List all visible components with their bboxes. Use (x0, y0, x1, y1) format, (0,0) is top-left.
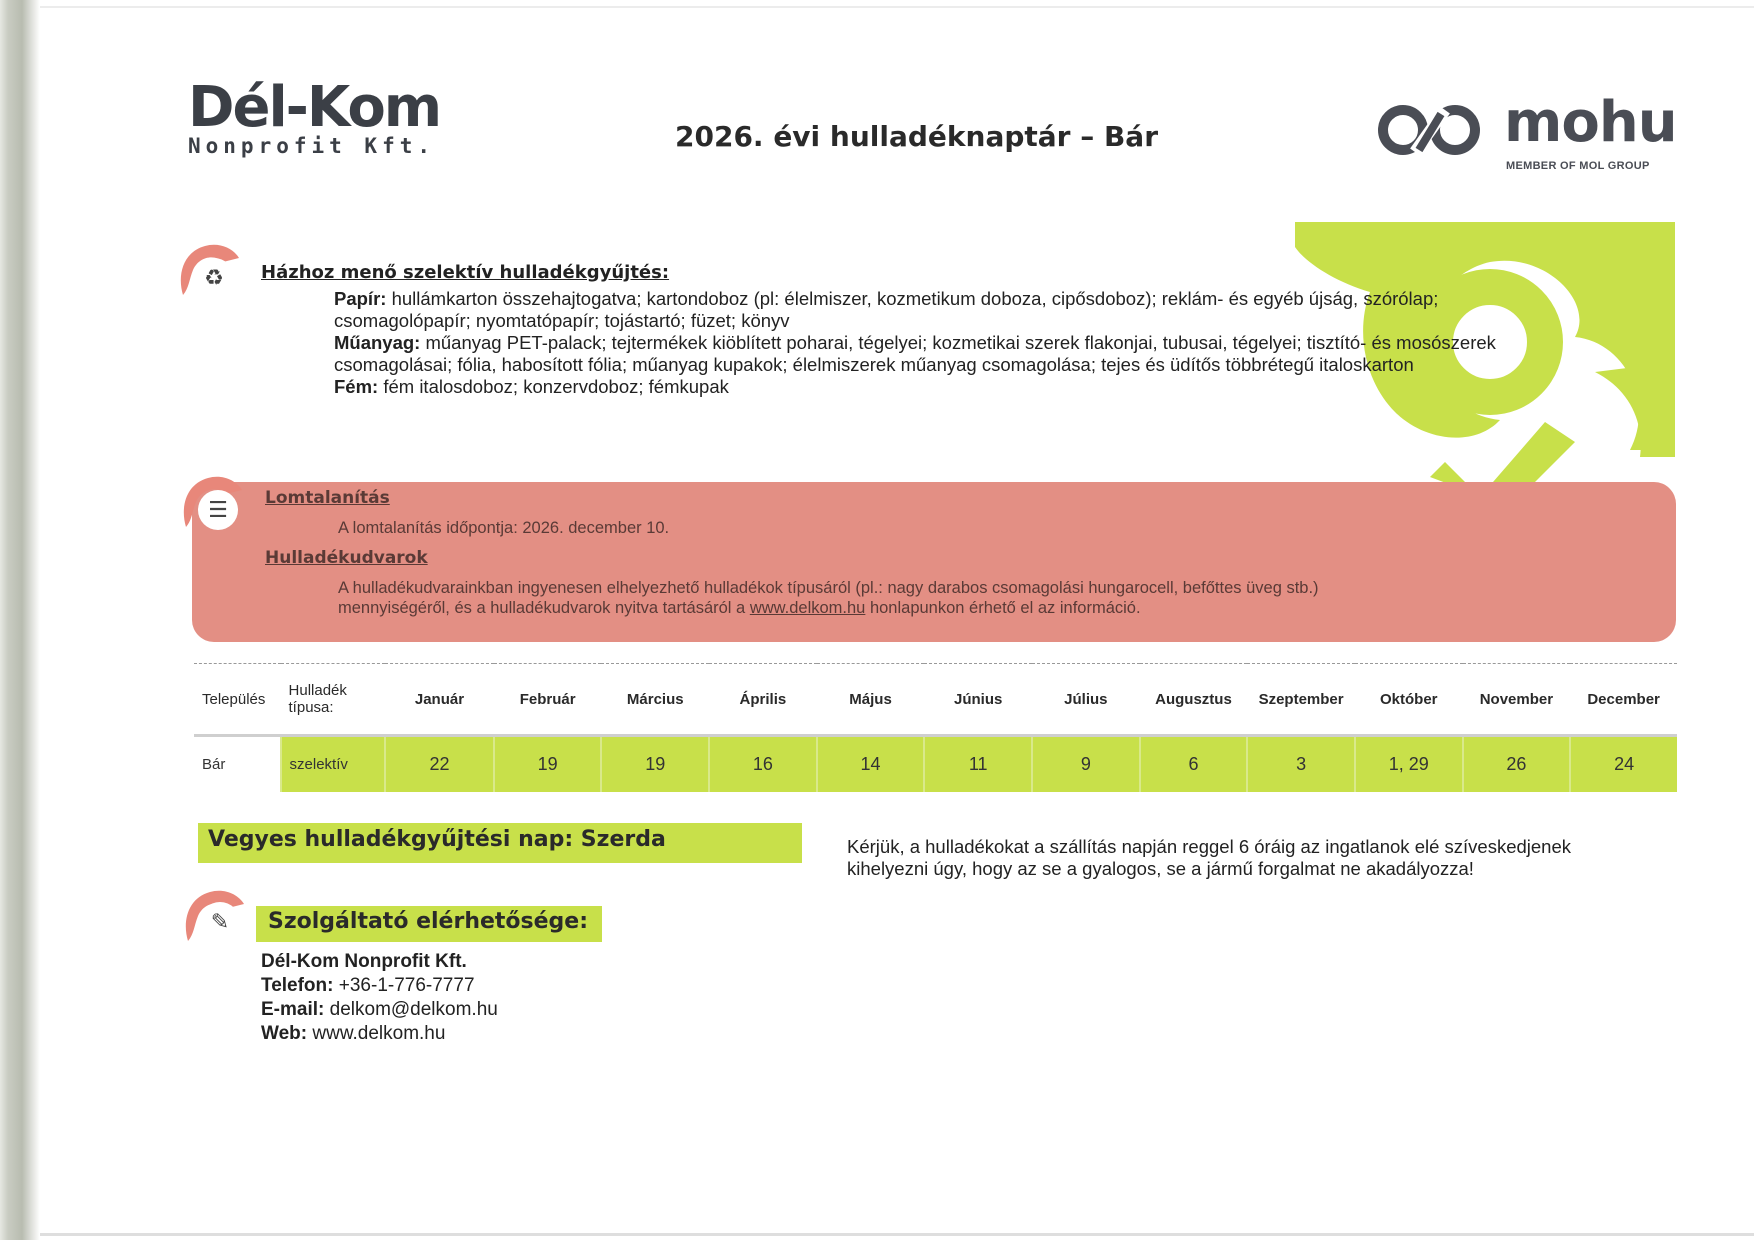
contact-form-icon: ✎ (200, 902, 240, 942)
cell-day: 22 (385, 736, 494, 792)
phone-label: Telefon: (261, 975, 334, 996)
cell-day: 26 (1463, 736, 1571, 792)
header-month: Július (1032, 664, 1140, 736)
scan-top-line (40, 6, 1754, 8)
delkom-link[interactable]: www.delkom.hu (749, 599, 866, 617)
email-label: E-mail: (261, 999, 325, 1020)
cell-town: Bár (194, 736, 281, 792)
web-value[interactable]: www.delkom.hu (312, 1023, 446, 1044)
mohu-logo-member: MEMBER OF MOL GROUP (1506, 160, 1650, 172)
cell-day: 19 (601, 736, 709, 792)
header-type: Hulladék típusa: (281, 664, 386, 736)
calendar-header-row (194, 664, 1677, 736)
paper-label: Papír: (334, 288, 387, 309)
header-month: Május (817, 664, 925, 736)
delkom-logo (188, 75, 448, 158)
cell-day: 3 (1247, 736, 1355, 792)
delkom-logo-main: Dél-Kom (188, 75, 441, 140)
cell-day: 19 (494, 736, 602, 792)
header-month: Augusztus (1140, 664, 1248, 736)
cell-day: 1, 29 (1355, 736, 1463, 792)
phone-value[interactable]: +36-1-776-7777 (338, 975, 475, 996)
header-month: November (1463, 664, 1571, 736)
yards-text (338, 578, 1663, 618)
collection-notice-1: Kérjük, a hulladékokat a szállítás napján reggel 6 óráig az ingatlanok elé szíveskedjenek (847, 836, 1572, 857)
metal-label: Fém: (334, 376, 379, 397)
contact-company: Dél-Kom Nonprofit Kft. (261, 951, 467, 972)
cell-day: 24 (1570, 736, 1677, 792)
cell-type: szelektív (281, 736, 386, 792)
cell-day: 14 (817, 736, 925, 792)
yards-text-2b: honlapunkon érhető el az információ. (865, 599, 1141, 617)
plastic-text: műanyag PET-palack; tejtermékek kiöblített poharai, tégelyei; kozmetikai szerek flakonjai, tubusai, tégelyei; tisztító- és mosószerek (425, 332, 1496, 353)
email-value[interactable]: delkom@delkom.hu (329, 999, 498, 1020)
paper-text-2: csomagolópapír; nyomtatópapír; tojástartó; füzet; könyv (334, 310, 790, 331)
header-month: Január (385, 664, 494, 736)
mohu-logo (1375, 90, 1677, 176)
contact-details (261, 950, 498, 1046)
yards-text-2a: mennyiségéről, és a hulladékudvarok nyitva tartásáról a (338, 599, 750, 617)
mohu-logo-word: mohu (1504, 90, 1677, 155)
cell-day: 9 (1032, 736, 1140, 792)
header-month: Október (1355, 664, 1463, 736)
header-month: December (1570, 664, 1677, 736)
cell-day: 16 (709, 736, 817, 792)
header-month: Április (709, 664, 817, 736)
delkom-logo-sub: Nonprofit Kft. (188, 134, 436, 158)
page-title: 2026. évi hulladéknaptár – Bár (675, 120, 1159, 153)
calendar-table (194, 663, 1677, 792)
header-month: Február (494, 664, 602, 736)
mohu-logo-icon (1375, 100, 1483, 160)
yards-heading: Hulladékudvarok (265, 548, 428, 568)
cell-day: 6 (1140, 736, 1248, 792)
header-month: Március (601, 664, 709, 736)
collection-notice-2: kihelyezni úgy, hogy az se a gyalogos, se a jármű forgalmat ne akadályozza! (847, 858, 1474, 879)
yards-text-1: A hulladékudvarainkban ingyenesen elhelyezhető hulladékok típusáról (pl.: nagy darabos csomagolási hungarocell, befőttes üveg stb.) (338, 579, 1319, 597)
selective-body (334, 288, 1664, 398)
metal-text: fém italosdoboz; konzervdoboz; fémkupak (383, 376, 729, 397)
plastic-text-2: csomagolásai; fólia, habosított fólia; műanyag kupakok; élelmiszerek műanyag csomagolása; tejes és üdítős többrétegű italoskarton (334, 354, 1414, 375)
scan-bottom-line (40, 1233, 1754, 1236)
selective-heading: Házhoz menő szelektív hulladékgyűjtés: (261, 262, 670, 283)
header-town: Település (194, 664, 281, 736)
collection-notice (847, 836, 1677, 880)
header-month: Szeptember (1247, 664, 1355, 736)
mixed-waste-banner: Vegyes hulladékgyűjtési nap: Szerda (198, 823, 802, 863)
table-row (194, 736, 1677, 792)
bulky-text: A lomtalanítás időpontja: 2026. december 10. (338, 519, 670, 537)
recycle-icon: ♻ (194, 258, 234, 298)
bulky-heading: Lomtalanítás (265, 488, 390, 508)
paper-text: hullámkarton összehajtogatva; kartondoboz (pl: élelmiszer, kozmetikum doboza, cipősdoboz); reklám- és egyéb újság, szórólap; (391, 288, 1439, 309)
furniture-icon: ☰ (198, 490, 238, 530)
web-label: Web: (261, 1023, 308, 1044)
header-month: Június (924, 664, 1032, 736)
scan-edge (0, 0, 40, 1240)
contact-heading: Szolgáltató elérhetősége: (256, 906, 602, 942)
cell-day: 11 (924, 736, 1032, 792)
plastic-label: Műanyag: (334, 332, 421, 353)
